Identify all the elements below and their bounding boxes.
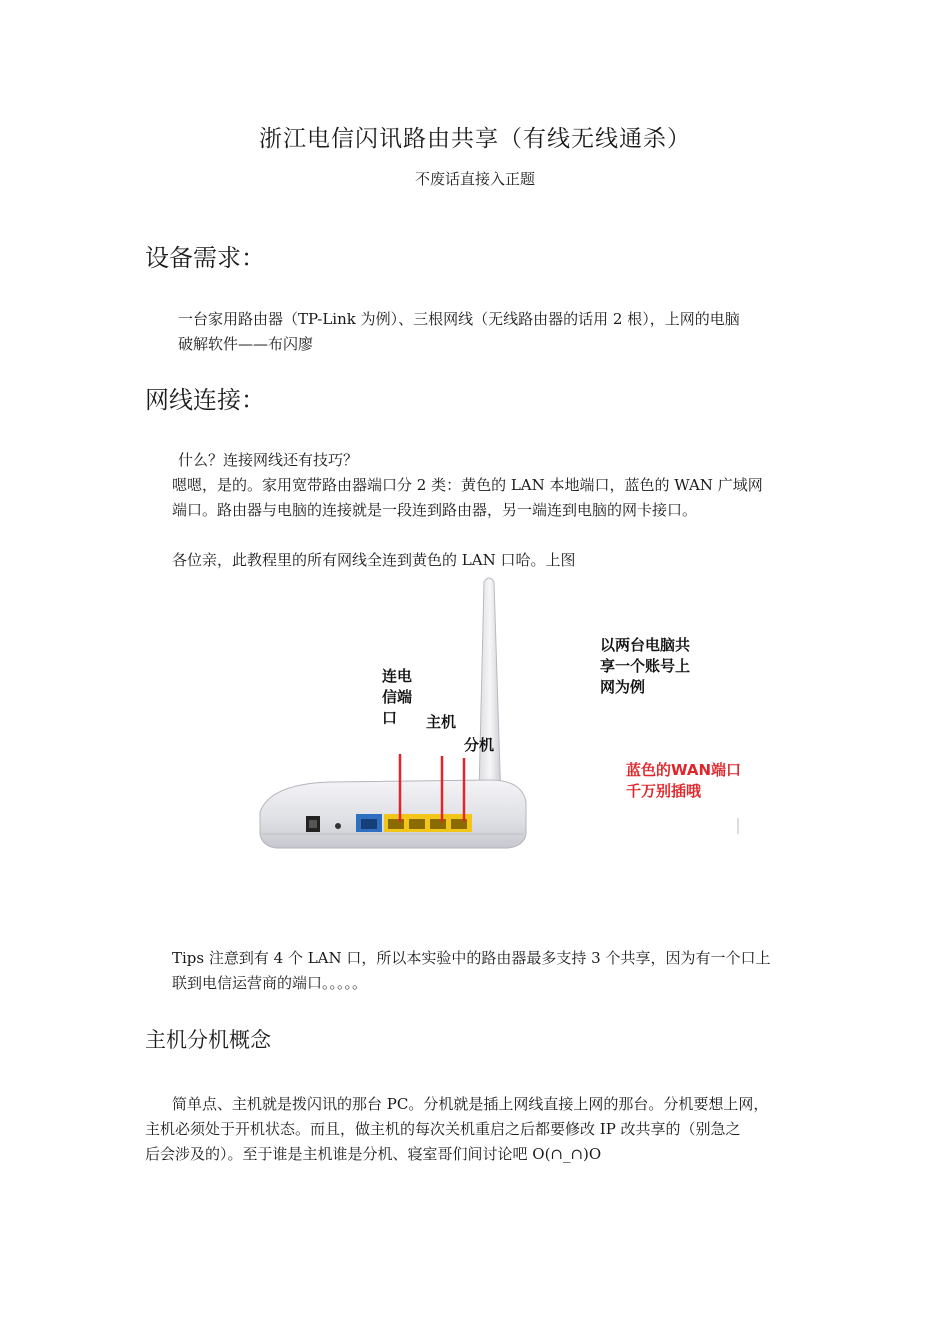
router-illustration [240,572,760,872]
label-wan-warning: 蓝色的WAN端口 千万别插哦 [626,761,742,800]
tips-line-2: 联到电信运营商的端口。。。。。 [172,974,368,992]
label-telecom-port: 连电 信端 口 [382,667,413,727]
lan-ports-icon [384,814,472,832]
label-host: 主机 [426,713,457,731]
section-heading-equipment: 设备需求： [145,244,265,272]
cabling-answer-line-1: 嗯嗯，是的。家用宽带路由器端口分 2 类：黄色的 LAN 本地端口，蓝色的 WAN 广域网 [172,476,763,494]
power-jack-icon [306,816,320,832]
router-figure [240,572,760,872]
document-title: 浙江电信闪讯路由共享（有线无线通杀） [259,126,691,152]
equipment-line-2: 破解软件——布闪廖 [178,335,314,353]
label-client: 分机 [464,736,495,754]
host-client-line-3: 后会涉及的）。至于谁是主机谁是分机、寝室哥们间讨论吧 O(∩_∩)O [145,1145,602,1163]
tips-line-1: Tips 注意到有 4 个 LAN 口，所以本实验中的路由器最多支持 3 个共享，因为有一个口上 [172,949,771,967]
cabling-question: 什么？连接网线还有技巧？ [178,451,359,469]
wan-port-icon [356,814,382,832]
document-subtitle: 不废话直接入正题 [414,170,535,188]
section-heading-host-client: 主机分机概念 [145,1028,271,1052]
host-client-line-2: 主机必须处于开机状态。而且，做主机的每次关机重启之后都要修改 IP 改共享的（别急之 [145,1120,741,1138]
reset-button-icon [335,823,341,829]
equipment-line-1: 一台家用路由器（TP-Link 为例）、三根网线（无线路由器的话用 2 根），上网的电脑 [178,310,740,328]
host-client-line-1: 简单点、主机就是拨闪讯的那台 PC。分机就是插上网线直接上网的那台。分机要想上网， [172,1095,769,1113]
cabling-note: 各位亲，此教程里的所有网线全连到黄色的 LAN 口哈。上图 [172,551,576,569]
cabling-answer-line-2: 端口。路由器与电脑的连接就是一段连到路由器，另一端连到电脑的网卡接口。 [172,501,698,519]
label-example: 以两台电脑共 享一个账号上 网为例 [600,636,691,696]
section-heading-cabling: 网线连接： [145,386,265,414]
